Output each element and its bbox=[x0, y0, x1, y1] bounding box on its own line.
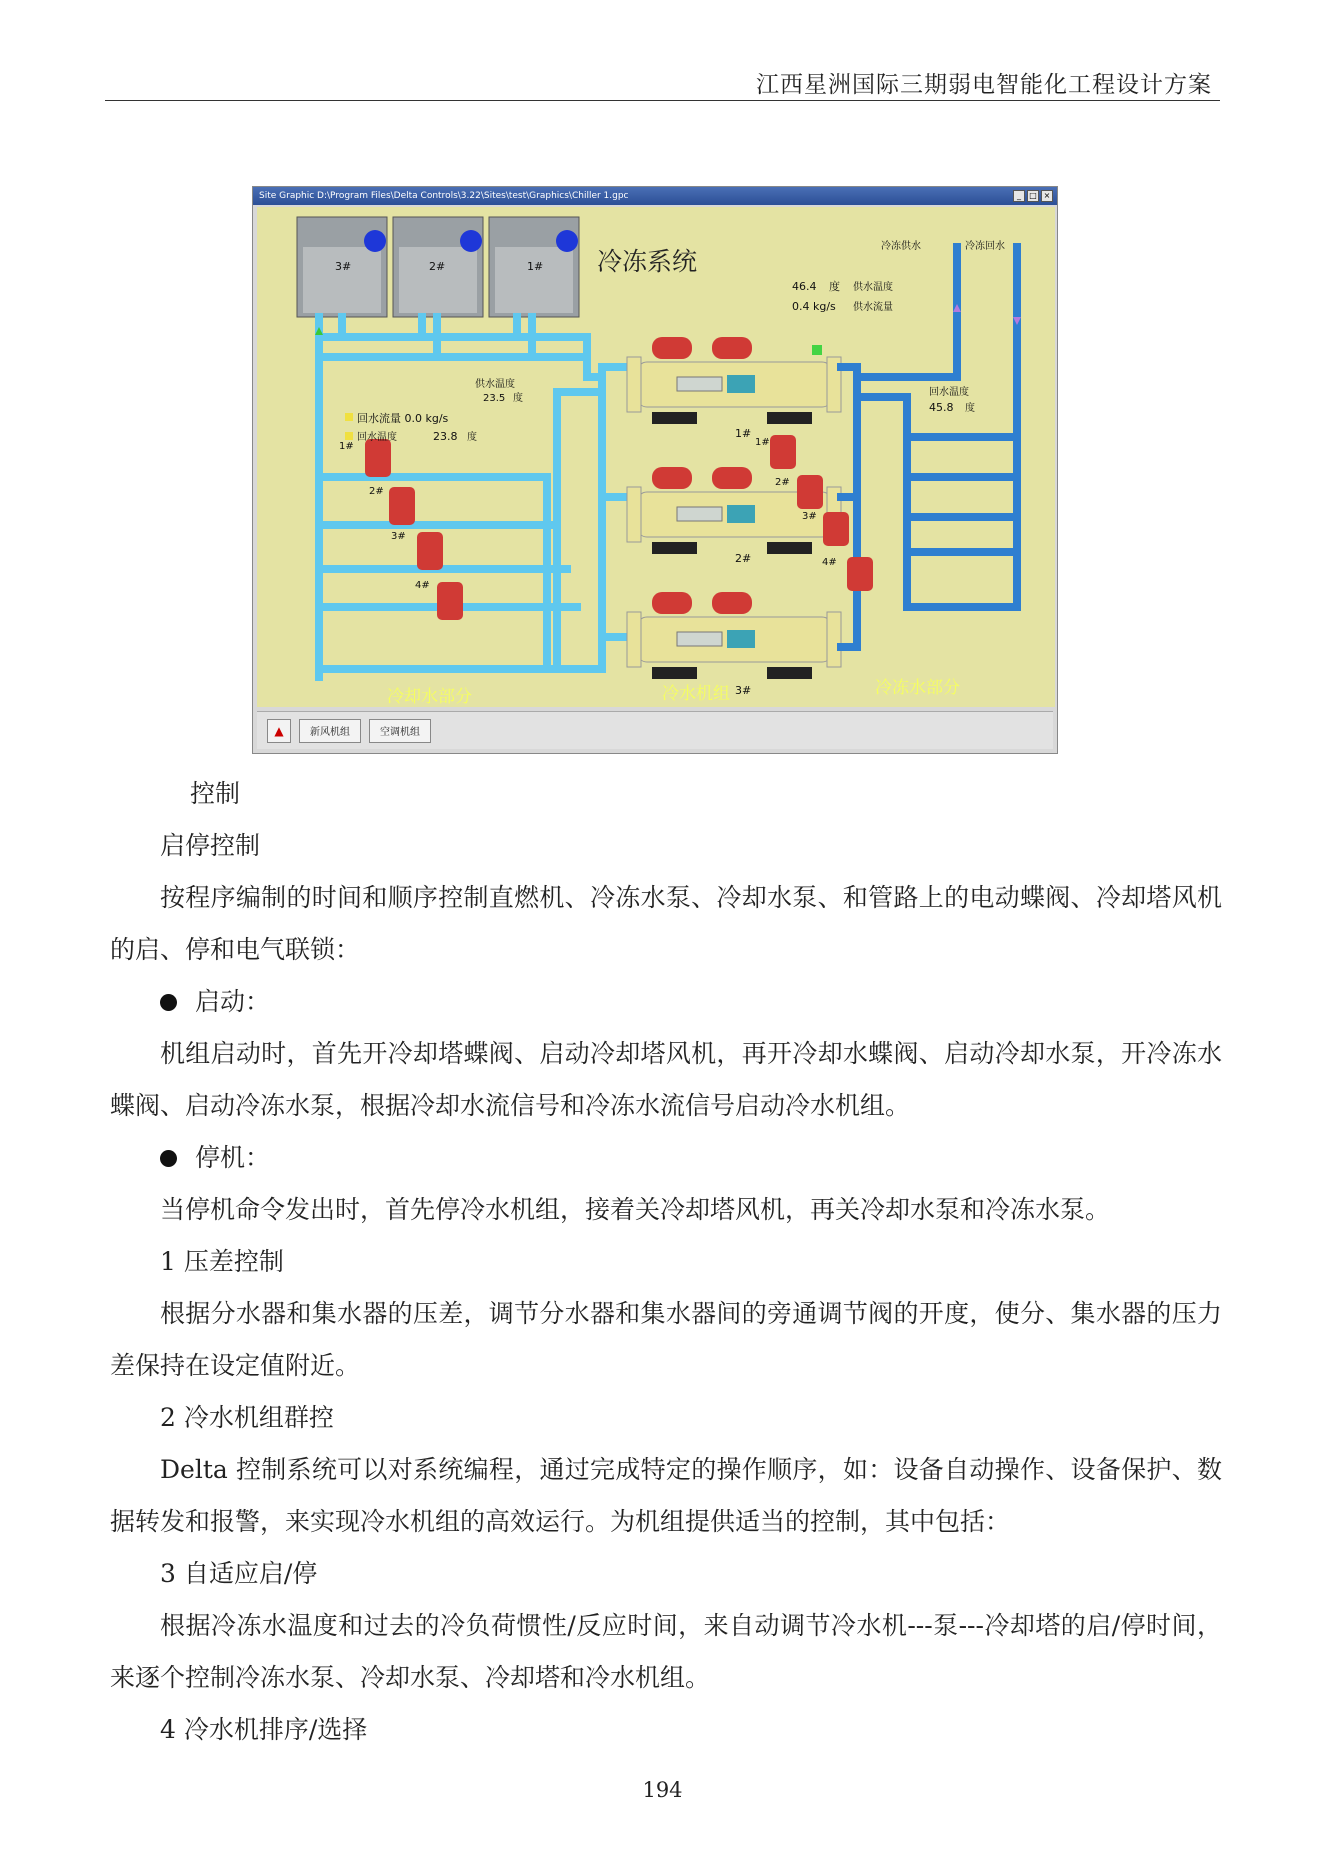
chiller-label: 2# bbox=[735, 552, 752, 565]
chiller-system-diagram bbox=[257, 207, 1055, 707]
section-label-cooling: 冷却水部分 bbox=[387, 687, 472, 707]
pump-label: 2# bbox=[369, 486, 384, 497]
page-header bbox=[105, 60, 1220, 101]
chiller-label: 1# bbox=[735, 427, 752, 440]
minimize-button[interactable]: _ bbox=[1013, 190, 1025, 202]
status-indicator bbox=[345, 432, 353, 440]
cw-supply-temp-unit: 度 bbox=[513, 393, 523, 404]
system-title: 冷冻系统 bbox=[596, 247, 698, 276]
heading-pressure: 1 压差控制 bbox=[160, 1247, 284, 1276]
close-button[interactable]: × bbox=[1041, 190, 1053, 202]
fresh-air-unit-button[interactable]: 新风机组 bbox=[299, 719, 361, 743]
tower-fan-icon bbox=[556, 230, 578, 252]
document-title: 江西星洲国际三期弱电智能化工程设计方案 bbox=[756, 72, 1212, 98]
chw-return-temp-unit: 度 bbox=[965, 403, 975, 414]
paragraph: 按程序编制的时间和顺序控制直燃机、冷冻水泵、冷却水泵、和管路上的电动蝶阀、冷却塔风机的启、停和电气联锁： bbox=[110, 883, 1222, 964]
status-indicator bbox=[812, 345, 822, 355]
page-number: 194 bbox=[642, 1778, 683, 1802]
supply-temp-unit: 度 bbox=[829, 280, 840, 293]
return-temp-value: 23.8 bbox=[433, 430, 458, 443]
status-indicator bbox=[345, 413, 353, 421]
tower-label: 3# bbox=[335, 260, 352, 273]
cooling-tower-3 bbox=[297, 217, 387, 317]
pump-label: 2# bbox=[775, 477, 790, 488]
chw-return-temp-value: 45.8 bbox=[929, 401, 954, 414]
paragraph: 根据冷冻水温度和过去的冷负荷惯性/反应时间，来自动调节冷水机---泵---冷却塔的启/停时间，来逐个控制冷冻水泵、冷却水泵、冷却塔和冷水机组。 bbox=[110, 1611, 1222, 1692]
heading-control: 控制 bbox=[190, 779, 241, 808]
supply-flow-label: 供水流量 bbox=[853, 302, 893, 313]
return-temp-label: 回水温度 bbox=[357, 432, 397, 443]
maximize-button[interactable]: □ bbox=[1027, 190, 1039, 202]
paragraph: 机组启动时，首先开冷却塔蝶阀、启动冷却塔风机，再开冷却水蝶阀、启动冷却水泵，开冷冻水蝶阀、启动冷冻水泵，根据冷却水流信号和冷冻水流信号启动冷水机组。 bbox=[110, 1039, 1222, 1120]
tower-fan-icon bbox=[460, 230, 482, 252]
section-label-chilled: 冷冻水部分 bbox=[875, 678, 960, 698]
tower-label: 1# bbox=[527, 260, 544, 273]
bullet-icon bbox=[160, 1150, 177, 1167]
supply-flow-value: 0.4 kg/s bbox=[792, 300, 836, 313]
heading-adaptive: 3 自适应启/停 bbox=[160, 1559, 318, 1588]
cooling-tower-2 bbox=[393, 217, 483, 317]
pump-label: 3# bbox=[391, 531, 406, 542]
paragraph: Delta 控制系统可以对系统编程，通过完成特定的操作顺序，如：设备自动操作、设备保护、数据转发和报警，来实现冷水机组的高效运行。为机组提供适当的控制，其中包括： bbox=[110, 1455, 1222, 1536]
chilled-supply-header-label: 冷冻供水 bbox=[881, 241, 921, 252]
heading-sequencing: 4 冷水机排序/选择 bbox=[160, 1715, 368, 1744]
pump-label: 3# bbox=[802, 511, 817, 522]
window-controls bbox=[1013, 190, 1053, 202]
cooling-tower-1 bbox=[489, 217, 579, 317]
tower-label: 2# bbox=[429, 260, 446, 273]
pump-label: 1# bbox=[339, 441, 354, 452]
bullet-start: 启动： bbox=[110, 976, 1222, 1028]
chiller-label: 3# bbox=[735, 684, 752, 697]
heading-start-stop: 启停控制 bbox=[160, 831, 261, 860]
bullet-icon bbox=[160, 994, 177, 1011]
chw-return-temp-label: 回水温度 bbox=[929, 387, 969, 398]
paragraph: 当停机命令发出时，首先停冷水机组，接着关冷却塔风机，再关冷却水泵和冷冻水泵。 bbox=[160, 1195, 1111, 1224]
section-label-chiller: 冷水机组 bbox=[662, 684, 730, 704]
pump-label: 4# bbox=[822, 557, 837, 568]
return-flow-readout: 回水流量 0.0 kg/s bbox=[357, 412, 449, 425]
window-titlebar bbox=[253, 187, 1057, 205]
up-button[interactable]: ▲ bbox=[267, 719, 291, 743]
window-title: Site Graphic D:\Program Files\Delta Controls\3.22\Sites\test\Graphics\Chiller 1.gpc bbox=[259, 191, 629, 201]
supply-temp-value: 46.4 bbox=[792, 280, 817, 293]
cw-supply-temp-label: 供水温度 bbox=[475, 379, 515, 390]
graphic-toolbar bbox=[257, 711, 1053, 749]
bullet-stop: 停机： bbox=[110, 1132, 1222, 1184]
pump-label: 4# bbox=[415, 580, 430, 591]
tower-fan-icon bbox=[364, 230, 386, 252]
supply-temp-label: 供水温度 bbox=[853, 282, 893, 293]
site-graphic-window bbox=[252, 186, 1058, 754]
pump-label: 1# bbox=[755, 437, 770, 448]
chilled-return-header-label: 冷冻回水 bbox=[965, 241, 1005, 252]
cw-supply-temp-value: 23.5 bbox=[483, 393, 506, 404]
paragraph: 根据分水器和集水器的压差，调节分水器和集水器间的旁通调节阀的开度，使分、集水器的压力差保持在设定值附近。 bbox=[110, 1299, 1222, 1380]
ac-unit-button[interactable]: 空调机组 bbox=[369, 719, 431, 743]
return-temp-unit: 度 bbox=[467, 432, 477, 443]
heading-chiller-group: 2 冷水机组群控 bbox=[160, 1403, 334, 1432]
body-text bbox=[110, 768, 1222, 1756]
